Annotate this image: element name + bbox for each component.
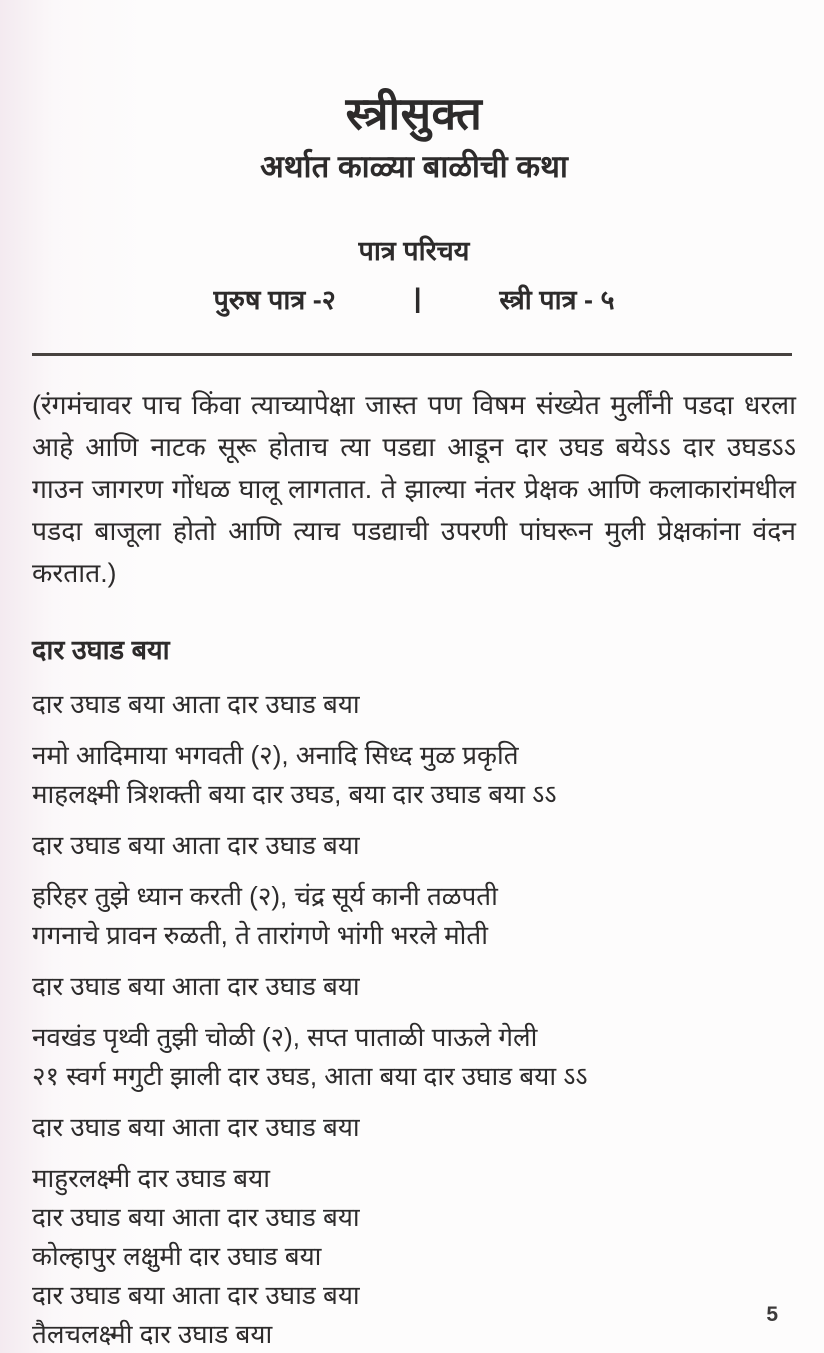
stanza [32,736,796,814]
lyric-line: नमो आदिमाया भगवती (२), अनादि सिध्द मुळ प्रकृति [32,739,519,770]
stanza [32,967,796,1006]
play-subtitle: अर्थात काळ्या बाळीची कथा [260,148,568,184]
lyric-line: गगनाचे प्रावन रुळती, ते तारांगणे भांगी भरले मोती [32,919,488,950]
stanza [32,877,796,955]
page-number: 5 [766,1303,778,1326]
play-title: स्त्रीसुक्त [345,88,483,139]
lyric-line: दार उघाड बया आता दार उघाड बया [32,970,360,1001]
female-cast-count: स्त्री पात्र - ५ [499,284,615,315]
lyric-line: २१ स्वर्ग मगुटी झाली दार उघड, आता बया दार उघाड बया ऽऽ [32,1060,588,1091]
stanza [32,826,796,865]
stage-direction: (रंगमंचावर पाच किंवा त्याच्यापेक्षा जास्त पण विषम संख्येत मुर्लींनी पडदा धरला आहे आणि नाटक सूरू होताच त्या पडद्या आडून दार उघड बयेऽऽ दार उघडऽऽ गाउन जागरण गोंधळ घालू लागतात. ते झाल्या नंतर प्रेक्षक आणि कलाकारांमधील पडदा बाजूला होतो आणि त्याच पडद्याची उपरणी पांघरून मुली प्रेक्षकांना वंदन करतात.) [32,389,796,588]
stanza [32,1159,796,1353]
lyric-line: तैलचलक्ष्मी दार उघाड बया [32,1318,273,1349]
lyric-line: हरिहर तुझे ध्यान करती (२), चंद्र सूर्य कानी तळपती [32,880,498,911]
lyric-line: दार उघाड बया आता दार उघाड बया [32,1279,360,1310]
stanza [32,1108,796,1147]
lyric-line: माहुरलक्ष्मी दार उघाड बया [32,1162,270,1193]
cast-row [32,280,796,317]
divider-rule [32,353,792,356]
stanza [32,1018,796,1096]
lyrics [32,685,796,1353]
lyric-line: दार उघाड बया आता दार उघाड बया [32,829,360,860]
male-cast-count: पुरुष पात्र -२ [213,284,336,315]
lyric-line: दार उघाड बया आता दार उघाड बया [32,688,360,719]
lyric-line: माहलक्ष्मी त्रिशक्ती बया दार उघड, बया दार उघाड बया ऽऽ [32,778,557,809]
cast-separator: | [413,282,422,313]
lyric-line: नवखंड पृथ्वी तुझी चोळी (२), सप्त पाताळी पाऊले गेली [32,1021,538,1052]
lyric-line: कोल्हापुर लक्षुमी दार उघाड बया [32,1240,322,1271]
stanza [32,685,796,724]
lyric-line: दार उघाड बया आता दार उघाड बया [32,1111,360,1142]
cast-intro-heading: पात्र परिचय [358,235,470,266]
song-title: दार उघाड बया [32,634,170,665]
lyric-line: दार उघाड बया आता दार उघाड बया [32,1201,360,1232]
